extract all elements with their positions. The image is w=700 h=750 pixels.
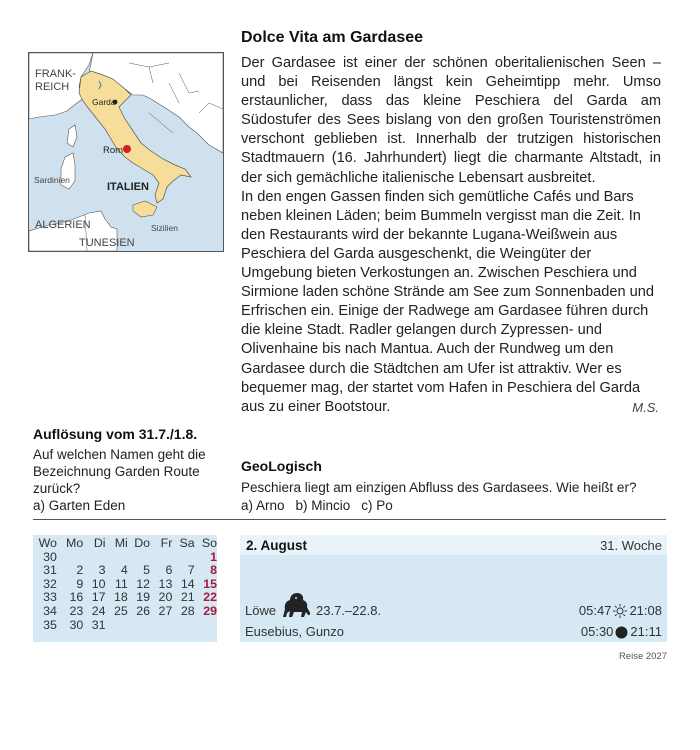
calendar-header: Di (93, 536, 106, 550)
calendar-day (106, 551, 128, 565)
calendar-day (83, 551, 105, 565)
name-days: Eusebius, Gunzo (245, 624, 345, 639)
label-sardinien: Sardinien (34, 175, 70, 185)
calendar-day: 6 (165, 563, 173, 578)
calendar-day: 11 (114, 576, 128, 591)
zodiac-name: Löwe (245, 603, 277, 618)
geologisch-question: Peschiera liegt am einzigen Abfluss des Gardasees. Wie heißt er? (241, 480, 637, 495)
moonset-time: 21:11 (630, 624, 662, 639)
calendar-day (150, 551, 172, 565)
footer-label: Reise 2027 (618, 651, 667, 662)
calendar-day (128, 619, 150, 633)
mini-calendar (33, 535, 217, 642)
calendar-header-row (35, 537, 217, 551)
calendar-header: Do (134, 536, 151, 550)
label-rom: Rom (103, 145, 124, 156)
calendar-day: 19 (136, 590, 151, 605)
calendar-day-sunday (195, 619, 217, 633)
lion-icon (280, 591, 312, 624)
day-date: 2. August (246, 538, 308, 553)
calendar-day: 27 (158, 603, 173, 618)
calendar-day: 24 (91, 603, 106, 618)
calendar-day: 28 (180, 603, 195, 618)
calendar-day: 26 (136, 603, 151, 618)
calendar-day (128, 551, 150, 565)
calendar-day (172, 619, 194, 633)
calendar-header: Wo (38, 536, 57, 550)
article-body (241, 54, 661, 417)
label-frank: FRANK- (35, 68, 76, 80)
calendar-day: 18 (113, 590, 128, 605)
full-moon-icon (615, 626, 628, 642)
calendar-week-number: 34 (43, 603, 57, 618)
calendar-day: 5 (143, 563, 151, 578)
calendar-week-row (35, 619, 217, 633)
calendar-header-sunday: So (201, 536, 217, 550)
calendar-day: 2 (76, 563, 84, 578)
solution-answer: a) Garten Eden (33, 498, 126, 513)
article-paragraph: Der Gardasee ist einer der schönen oberitalienischen Seen – und bei Reisenden längst kein Geheimtipp mehr. Umso erstaunlicher, dass das kleine Peschiera del Garda am Südostufer des Sees bislang von den großen Touristenströmen verschont geblieben ist. Innerhalb der trutzigen historischen Stadtmauern (16. Jahrhundert) liegt die charmante Altstadt, in der sich gemächliche italienische Lebensart ausbreitet. (241, 55, 661, 186)
calendar-day: 13 (158, 576, 173, 591)
calendar-day: 30 (69, 617, 84, 632)
calendar-week-row (35, 605, 217, 619)
calendar-day: 14 (180, 576, 195, 591)
calendar-week-row (35, 564, 217, 578)
geologisch-option: c) Po (361, 498, 393, 513)
calendar-day-sunday: 1 (210, 549, 217, 564)
calendar-week-row (35, 591, 217, 605)
mini-calendar-table (35, 537, 217, 632)
calendar-day-sunday: 22 (203, 590, 217, 605)
calendar-week-number: 35 (43, 617, 57, 632)
article-paragraph (241, 188, 661, 417)
calendar-day-sunday: 15 (203, 576, 217, 591)
calendar-day: 17 (91, 590, 106, 605)
italy-map-graphic (29, 53, 223, 251)
day-info-box (240, 535, 667, 642)
calendar-day: 25 (113, 603, 128, 618)
sunset-time: 21:08 (629, 603, 662, 618)
calendar-day: 3 (98, 563, 106, 578)
calendar-day: 9 (76, 576, 84, 591)
solution-question: Auf welchen Namen geht die Bezeichnung Garden Route zurück? (33, 447, 206, 496)
sun-times (579, 603, 662, 621)
calendar-day-sunday: 29 (203, 603, 217, 618)
label-algerien: ALGERIEN (35, 219, 91, 231)
calendar-day: 16 (69, 590, 84, 605)
calendar-week-row (35, 551, 217, 565)
calendar-header: Mo (66, 536, 84, 550)
calendar-header: Sa (179, 536, 195, 550)
calendar-week-row (35, 578, 217, 592)
section-divider (33, 519, 666, 520)
italy-map (28, 52, 224, 252)
solution-title: Auflösung vom 31.7./1.8. (33, 426, 198, 442)
calendar-day (172, 551, 194, 565)
day-week: 31. Woche (600, 538, 662, 553)
calendar-day: 20 (158, 590, 173, 605)
calendar-week-number: 32 (43, 576, 57, 591)
calendar-day (61, 551, 83, 565)
geologisch-options (241, 498, 404, 513)
rome-marker (123, 145, 131, 153)
calendar-day: 23 (69, 603, 84, 618)
calendar-day (106, 619, 128, 633)
label-italien: ITALIEN (107, 181, 149, 193)
calendar-week-number: 33 (43, 590, 57, 605)
label-reich: REICH (35, 81, 70, 93)
label-tunesien: TUNESIEN (79, 237, 135, 249)
calendar-day: 7 (187, 563, 195, 578)
article-paragraph-text: In den engen Gassen finden sich gemütliche Cafés und Bars neben kleinen Läden; beim Bummeln vergisst man die Zeit. In den Restaurants wird der bekannte Lugana-Weißwein aus Peschiera del Garda ausgeschenkt, die Weingüter der Umgebung bieten Verkostungen an. Zwischen Peschiera und Sirmione laden schöne Strände am See zum Sonnenbaden und Erfrischen ein. Einige der Radwege am Gardasee führen durch die kleine Stadt. Radler gelangen durch Zypressen- und Olivenhaine bis nach Mantua. Auch der Rundweg um den Gardasee durch die Städtchen am Ufer ist attraktiv. Wer es bequemer mag, der startet vom Hafen in Peschiera del Garda aus zu einer Bootstour. (241, 188, 654, 415)
calendar-day: 31 (91, 617, 106, 632)
calendar-day: 21 (180, 590, 195, 605)
moonrise-time: 05:30 (580, 624, 614, 639)
moon-times (581, 624, 662, 642)
calendar-week-number: 31 (43, 563, 57, 578)
calendar-week-number: 30 (43, 549, 57, 564)
calendar-day-sunday: 8 (210, 563, 217, 578)
geologisch-title: GeoLogisch (241, 458, 322, 474)
calendar-header: Fr (160, 536, 173, 550)
calendar-day: 10 (91, 576, 106, 591)
geologisch-option: a) Arno (241, 498, 285, 513)
calendar-day: 4 (120, 563, 128, 578)
calendar-header: Mi (114, 536, 128, 550)
geologisch-option: b) Mincio (295, 498, 351, 513)
sunrise-time: 05:47 (578, 603, 612, 618)
article-title: Dolce Vita am Gardasee (241, 29, 424, 46)
label-sizilien: Sizilien (151, 223, 178, 233)
label-garda: Garda (92, 97, 116, 107)
sun-icon (613, 604, 627, 621)
zodiac-range: 23.7.–22.8. (316, 603, 382, 618)
calendar-day (150, 619, 172, 633)
article-author: M.S. (632, 399, 659, 415)
calendar-day: 12 (136, 576, 151, 591)
